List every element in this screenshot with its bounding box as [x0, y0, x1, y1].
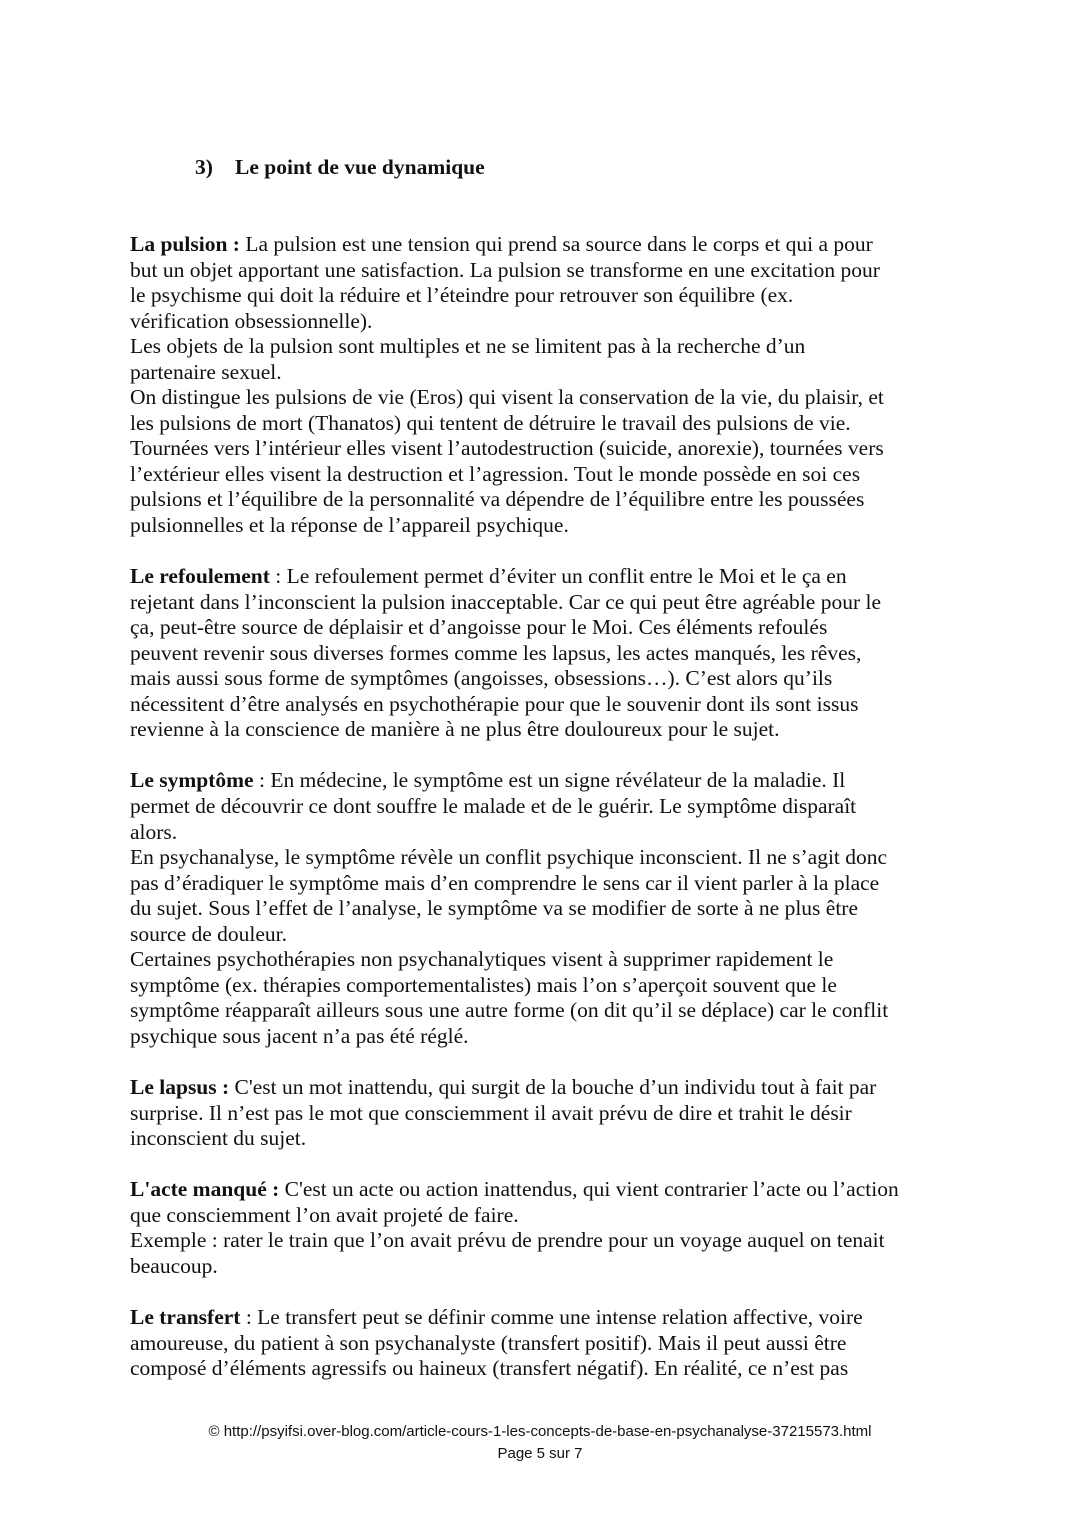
text-line: les pulsions de mort (Thanatos) qui tentent de détruire le travail des pulsions de vie.	[130, 410, 851, 435]
text-line	[130, 232, 899, 258]
text-line: partenaire sexuel.	[130, 359, 282, 384]
section-number: 3)	[195, 155, 213, 179]
paragraph-term: L'acte manqué :	[130, 1177, 280, 1202]
paragraph-spacer	[130, 1152, 899, 1178]
source-url: © http://psyifsi.over-blog.com/article-cours-1-les-concepts-de-base-en-psychanalyse-37215573.html	[208, 1423, 872, 1440]
text-span: La pulsion est une tension qui prend sa source dans le corps et qui a pour	[239, 232, 873, 256]
paragraph-spacer	[130, 1050, 899, 1076]
paragraph	[130, 1177, 899, 1279]
text-line: source de douleur.	[130, 921, 288, 946]
text-line: du sujet. Sous l’effet de l’analyse, le symptôme va se modifier de sorte à ne plus être	[130, 896, 859, 921]
text-line: pulsions et l’équilibre de la personnalité va dépendre de l’équilibre entre les poussées	[130, 487, 865, 512]
text-line	[130, 1305, 899, 1331]
paragraph-spacer	[130, 743, 899, 769]
page-number: Page 5 sur 7	[497, 1445, 583, 1462]
document-body	[130, 232, 899, 1382]
text-line: alors.	[130, 819, 178, 844]
text-line: inconscient du sujet.	[130, 1126, 307, 1151]
text-line	[130, 564, 899, 590]
text-line: Certaines psychothérapies non psychanalytiques visent à supprimer rapidement le	[130, 947, 834, 972]
text-line: vérification obsessionnelle).	[130, 308, 373, 333]
text-line	[130, 1075, 899, 1101]
text-line: mais aussi sous forme de symptômes (angoisses, obsessions…). C’est alors qu’ils	[130, 666, 833, 691]
paragraph-spacer	[130, 1279, 899, 1305]
text-line: On distingue les pulsions de vie (Eros) qui visent la conservation de la vie, du plaisir, et	[130, 385, 884, 410]
section-title: Le point de vue dynamique	[235, 155, 485, 179]
text-line: symptôme (ex. thérapies comportementalistes) mais l’on s’aperçoit souvent que le	[130, 972, 837, 997]
paragraph-term: Le symptôme	[130, 768, 254, 793]
paragraph-term: Le refoulement	[130, 564, 270, 589]
text-line: amoureuse, du patient à son psychanalyste (transfert positif). Mais il peut aussi être	[130, 1330, 847, 1355]
text-line: beaucoup.	[130, 1253, 218, 1278]
text-line	[130, 1177, 899, 1203]
text-span: : Le refoulement permet d’éviter un conflit entre le Moi et le ça en	[269, 564, 847, 589]
text-line: revienne à la conscience de manière à ne plus être douloureux pour le sujet.	[130, 717, 780, 742]
text-line: rejetant dans l’inconscient la pulsion inacceptable. Car ce qui peut être agréable pour le	[130, 589, 881, 614]
paragraph	[130, 232, 899, 539]
text-line: ça, peut-être source de déplaisir et d’angoisse pour le Moi. Ces éléments refoulés	[130, 615, 828, 640]
paragraph-term: La pulsion :	[130, 232, 240, 256]
text-line: pulsionnelles et la réponse de l’appareil psychique.	[130, 513, 569, 538]
text-line: Les objets de la pulsion sont multiples et ne se limitent pas à la recherche d’un	[130, 334, 806, 359]
text-line: symptôme réapparaît ailleurs sous une autre forme (on dit qu’il se déplace) car le conflit	[130, 998, 889, 1023]
paragraph	[130, 768, 899, 1049]
text-span: C'est un mot inattendu, qui surgit de la bouche d’un individu tout à fait par	[229, 1075, 877, 1100]
paragraph	[130, 1305, 899, 1382]
text-line: le psychisme qui doit la réduire et l’éteindre pour retrouver son équilibre (ex.	[130, 283, 794, 308]
text-line	[130, 768, 899, 794]
text-line: nécessitent d’être analysés en psychothérapie pour que le souvenir dont ils sont issus	[130, 691, 859, 716]
page-footer	[0, 1421, 1080, 1465]
text-line: pas d’éradiquer le symptôme mais d’en comprendre le sens car il vient parler à la place	[130, 870, 880, 895]
paragraph-term: Le lapsus :	[130, 1075, 230, 1100]
paragraph-spacer	[130, 539, 899, 565]
text-line: surprise. Il n’est pas le mot que consciemment il avait prévu de dire et trahit le désir	[130, 1100, 852, 1125]
text-span: : En médecine, le symptôme est un signe révélateur de la maladie. Il	[253, 768, 846, 793]
text-span: C'est un acte ou action inattendus, qui vient contrarier l’acte ou l’action	[279, 1177, 899, 1202]
text-line: l’extérieur elles visent la destruction et l’agression. Tout le monde possède en soi ces	[130, 461, 861, 486]
text-span: : Le transfert peut se définir comme une intense relation affective, voire	[240, 1304, 863, 1329]
paragraph-term: Le transfert	[130, 1304, 241, 1329]
text-line: Tournées vers l’intérieur elles visent l’autodestruction (suicide, anorexie), tournées vers	[130, 436, 884, 461]
text-line: composé d’éléments agressifs ou haineux (transfert négatif). En réalité, ce n’est pas	[130, 1356, 849, 1381]
paragraph	[130, 1075, 899, 1152]
paragraph	[130, 564, 899, 743]
text-line: que consciemment l’on avait projeté de faire.	[130, 1202, 519, 1227]
text-line: but un objet apportant une satisfaction. La pulsion se transforme en une excitation pour	[130, 257, 880, 282]
text-line: En psychanalyse, le symptôme révèle un conflit psychique inconscient. Il ne s’agit donc	[130, 845, 888, 870]
text-line: peuvent revenir sous diverses formes comme les lapsus, les actes manqués, les rêves,	[130, 640, 862, 665]
text-line: psychique sous jacent n’a pas été réglé.	[130, 1023, 469, 1048]
section-heading	[195, 155, 485, 180]
text-line: Exemple : rater le train que l’on avait prévu de prendre pour un voyage auquel on tenait	[130, 1228, 885, 1253]
text-line: permet de découvrir ce dont souffre le malade et de le guérir. Le symptôme disparaît	[130, 794, 857, 819]
